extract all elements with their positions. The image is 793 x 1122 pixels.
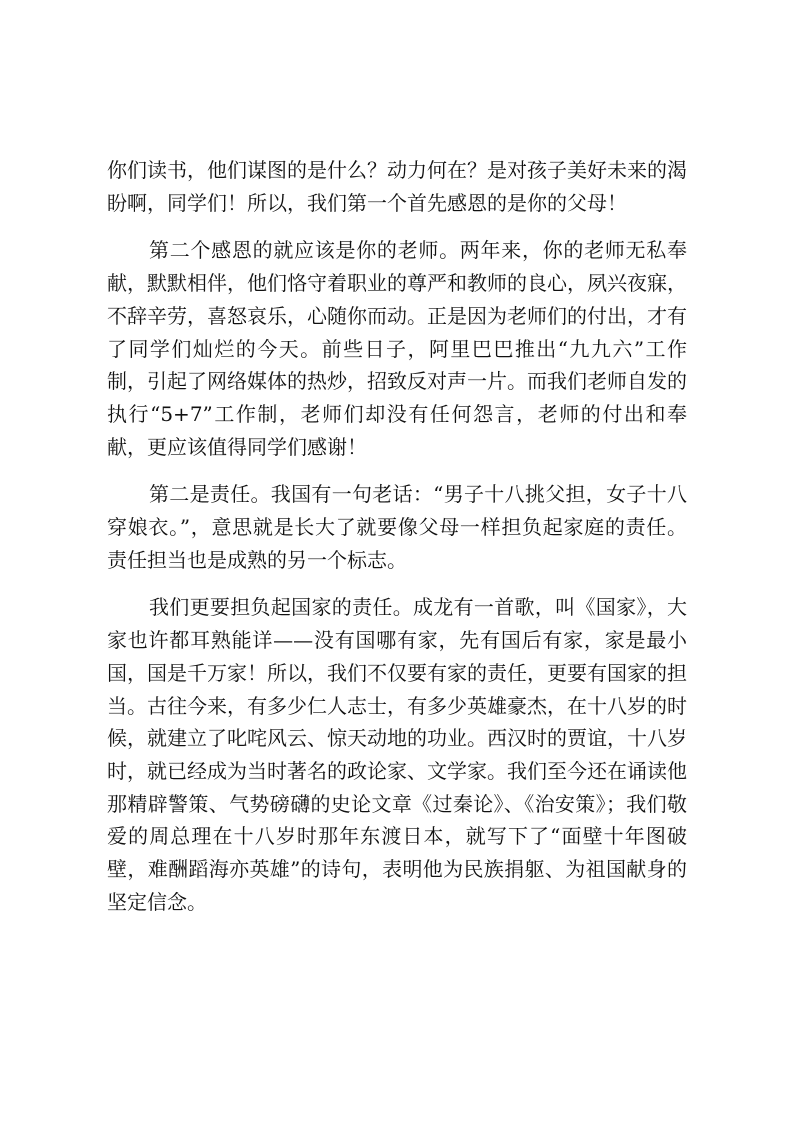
paragraph-4: 我们更要担负起国家的责任。成龙有一首歌，叫《国家》，大家也许都耳熟能详——没有国哪有家，先有国后有家，家是最小国，国是千万家！所以，我们不仅要有家的责任，更要有国家的担当。古往今来，有多少仁人志士，有多少英雄豪杰，在十八岁的时候，就建立了叱咤风云、惊天动地的功业。西汉时的贾谊，十八岁时，就已经成为当时著名的政论家、文学家。我们至今还在诵读他那精辟警策、气势磅礴的史论文章《过秦论》、《治安策》；我们敬爱的周总理在十八岁时那年东渡日本，就写下了“面壁十年图破壁，难酬蹈海亦英雄”的诗句，表明他为民族捐躯、为祖国献身的坚定信念。 [107, 595, 687, 914]
paragraph-2: 第二个感恩的就应该是你的老师。两年来，你的老师无私奉献，默默相伴，他们恪守着职业的尊严和教师的良心，夙兴夜寐，不辞辛劳，喜怒哀乐，心随你而动。正是因为老师们的付出，才有了同学们灿烂的今天。前些日子，阿里巴巴推出“九九六”工作制，引起了网络媒体的热炒，招致反对声一片。而我们老师自发的执行“5+7”工作制，老师们却没有任何怨言，老师的付出和奉献，更应该值得同学们感谢！ [107, 238, 687, 459]
paragraph-1: 你们读书，他们谋图的是什么？动力何在？是对孩子美好未来的渴盼啊，同学们！所以，我们第一个首先感恩的是你的父母！ [107, 158, 687, 215]
paragraph-3: 第二是责任。我国有一句老话：“男子十八挑父担，女子十八穿娘衣。”，意思就是长大了就要像父母一样担负起家庭的责任。责任担当也是成熟的另一个标志。 [107, 482, 687, 572]
document-body [107, 154, 687, 933]
